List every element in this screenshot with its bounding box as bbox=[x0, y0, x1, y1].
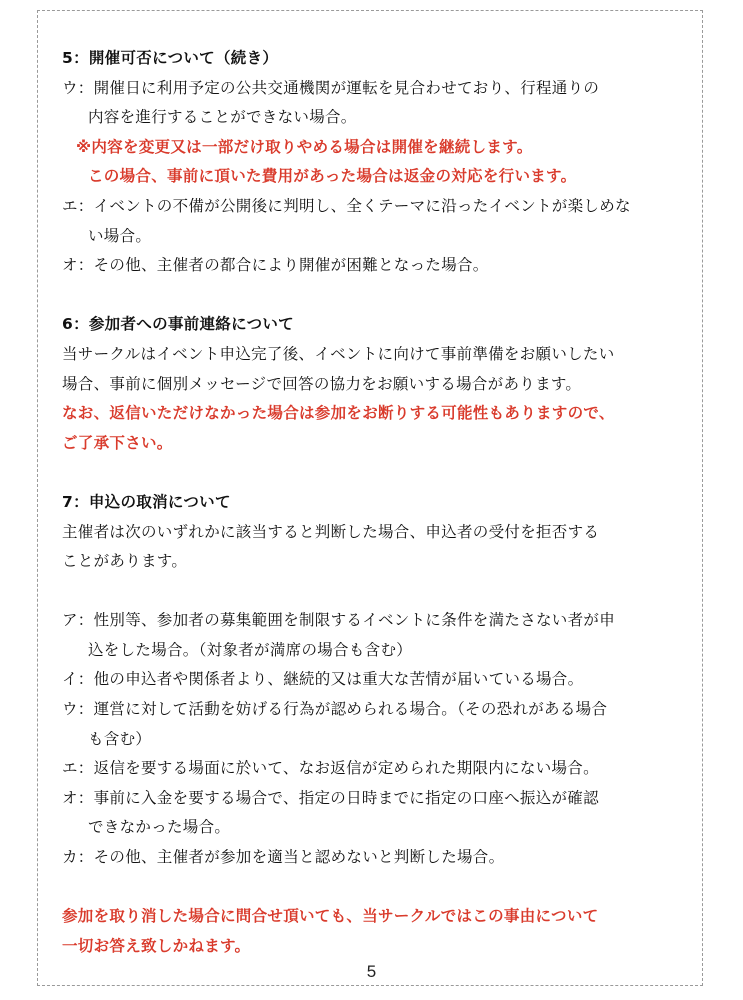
section-6-paragraph-line-1: 当サークルはイベント申込完了後、イベントに向けて事前準備をお願いしたい bbox=[62, 344, 615, 363]
section-7-item-a-line-1: ア：性別等、参加者の募集範囲を制限するイベントに条件を満たさない者が申 bbox=[62, 611, 616, 630]
section-7-closing-line-1: 参加を取り消した場合に問合せ頂いても、当サークルではこの事由について bbox=[62, 907, 599, 926]
section-5-item-e-line-2: い場合。 bbox=[88, 226, 152, 245]
section-7-title: 7：申込の取消について bbox=[62, 492, 231, 511]
section-6-warning-line-1: なお、返信いただけなかった場合は参加をお断りする可能性もありますので、 bbox=[62, 404, 615, 423]
section-7-item-i-line-1: イ：他の申込者や関係者より、継続的又は重大な苦情が届いている場合。 bbox=[62, 670, 584, 689]
section-7-item-u-line-1: ウ：運営に対して活動を妨げる行為が認められる場合。（その恐れがある場合 bbox=[62, 700, 608, 719]
section-5-item-o-line-1: オ：その他、主催者の都合により開催が困難となった場合。 bbox=[62, 256, 489, 275]
section-5-item-u-line-2: 内容を進行することができない場合。 bbox=[88, 108, 357, 127]
section-6-warning-line-2: ご了承下さい。 bbox=[62, 433, 173, 452]
section-7-item-o-line-1: オ：事前に入金を要する場合で、指定の日時までに指定の口座へ振込が確認 bbox=[62, 788, 599, 807]
section-6-title: 6：参加者への事前連絡について bbox=[62, 315, 294, 334]
section-5-item-e-line-1: エ：イベントの不備が公開後に判明し、全くテーマに沿ったイベントが楽しめな bbox=[62, 196, 631, 215]
section-5-item-u-line-1: ウ：開催日に利用予定の公共交通機関が運転を見合わせており、行程通りの bbox=[62, 78, 600, 97]
section-7-item-o-line-2: できなかった場合。 bbox=[88, 818, 231, 837]
section-5-note-line-2: この場合、事前に頂いた費用があった場合は返金の対応を行います。 bbox=[88, 167, 577, 186]
section-7-paragraph-line-1: 主催者は次のいずれかに該当すると判断した場合、申込者の受付を拒否する bbox=[62, 522, 600, 541]
document-body bbox=[62, 44, 677, 961]
section-6-paragraph-line-2: 場合、事前に個別メッセージで回答の協力をお願いする場合があります。 bbox=[62, 374, 582, 393]
section-7-paragraph-line-2: ことがあります。 bbox=[62, 552, 188, 571]
section-7-item-e-line-1: エ：返信を要する場面に於いて、なお返信が定められた期限内にない場合。 bbox=[62, 759, 599, 778]
page-number: 5 bbox=[366, 962, 377, 981]
section-7-item-u-line-2: も含む） bbox=[88, 729, 152, 748]
section-5-note-line-1: ※内容を変更又は一部だけ取りやめる場合は開催を継続します。 bbox=[76, 137, 533, 156]
section-5-title: 5：開催可否について（続き） bbox=[62, 49, 279, 67]
section-7-item-a-line-2: 込をした場合。（対象者が満席の場合も含む） bbox=[88, 640, 413, 659]
section-7-closing-line-2: 一切お答え致しかねます。 bbox=[62, 936, 251, 955]
section-7-item-ka-line-1: カ：その他、主催者が参加を適当と認めないと判断した場合。 bbox=[62, 848, 505, 867]
